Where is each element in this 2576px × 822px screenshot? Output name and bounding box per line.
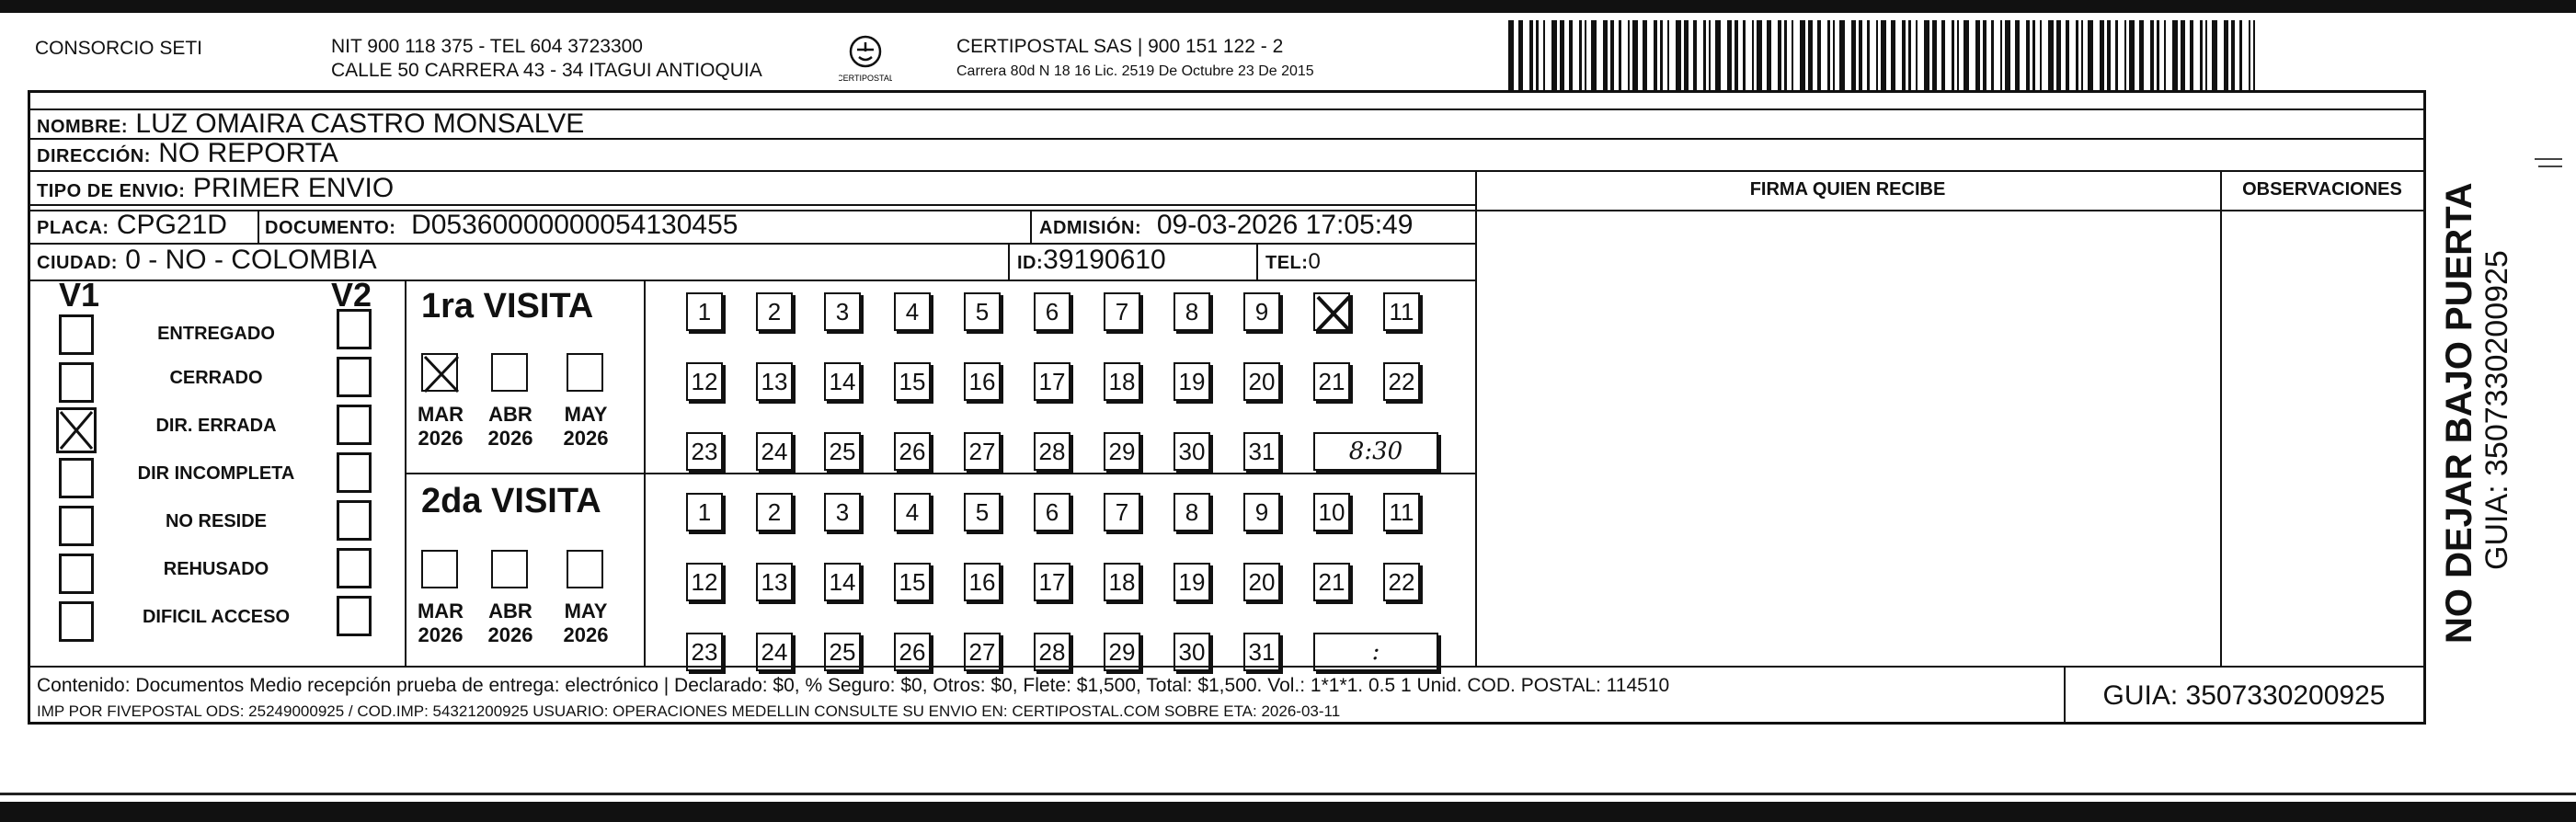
day-31-box[interactable]: 31 [1243,633,1280,671]
footer-content-line: Contenido: Documentos Medio recepción prueba de entrega: electrónico | Declarado: $0, % Seguro: $0, Otros: $0, Flete: $1,500, Total: $1,500. Vol.: 1*1*1. 0.5 1 Unid. COD. POSTAL: 114510 [37,675,1670,696]
observaciones-header: OBSERVACIONES [2242,179,2402,200]
rule [405,473,1475,474]
month-checkbox[interactable] [421,550,458,588]
day-25-box[interactable]: 25 [824,432,861,471]
tel-row [1265,245,1321,279]
day-19-box[interactable]: 19 [1174,563,1210,601]
month-checkbox[interactable] [567,550,603,588]
month-label [554,599,618,647]
month-name: ABR [488,403,532,426]
edge-mark [2538,166,2562,167]
day-9-box[interactable]: 9 [1243,493,1280,531]
documento-value: D05360000000054130455 [411,210,738,240]
day-18-box[interactable]: 18 [1104,563,1140,601]
day-17-box[interactable]: 17 [1034,563,1070,601]
month-label [408,599,473,647]
admision-label: ADMISIÓN: [1039,218,1142,238]
day-1-box[interactable]: 1 [686,493,723,531]
time-field[interactable]: : [1313,633,1438,671]
month-year: 2026 [418,623,464,646]
day-27-box[interactable]: 27 [964,432,1001,471]
v1-checkbox[interactable] [59,314,94,355]
status-label: ENTREGADO [157,324,275,344]
day-18-box[interactable]: 18 [1104,362,1140,401]
direccion-row [37,138,338,172]
day-28-box[interactable]: 28 [1034,633,1070,671]
ciudad-label: CIUDAD: [37,253,118,273]
carrier-license: Carrera 80d N 18 16 Lic. 2519 De Octubre 23 De 2015 [956,63,1314,79]
v2-checkbox[interactable] [337,548,372,588]
month-label [478,403,543,451]
day-23-box[interactable]: 23 [686,633,723,671]
month-name: MAR [417,403,464,426]
status-label: DIR INCOMPLETA [137,463,295,484]
day-10-box[interactable] [1313,292,1350,331]
day-20-box[interactable]: 20 [1243,362,1280,401]
ciudad-row [37,245,377,279]
barcode [1508,20,2255,90]
direccion-label: DIRECCIÓN: [37,146,151,166]
status-label: NO RESIDE [165,511,268,531]
day-17-box[interactable]: 17 [1034,362,1070,401]
day-22-box[interactable]: 22 [1383,362,1420,401]
day-31-box[interactable]: 31 [1243,432,1280,471]
nit-line: NIT 900 118 375 - TEL 604 3723300 [331,36,643,57]
logo-lettering: CERTIPOSTAL [839,74,892,83]
month-name: MAY [564,403,608,426]
day-27-box[interactable]: 27 [964,633,1001,671]
id-value: 39190610 [1043,245,1166,275]
day-29-box[interactable]: 29 [1104,432,1140,471]
nombre-value: LUZ OMAIRA CASTRO MONSALVE [135,108,585,139]
tipo-value: PRIMER ENVIO [192,173,395,203]
day-7-box[interactable]: 7 [1104,493,1140,531]
tipo-row [37,173,394,207]
day-12-box[interactable]: 12 [686,362,723,401]
month-year: 2026 [563,623,609,646]
month-year: 2026 [487,427,533,450]
placa-label: PLACA: [37,218,109,238]
firma-header: FIRMA QUIEN RECIBE [1749,179,1946,200]
admision-row [1039,210,1413,244]
footer-print-line: IMP POR FIVEPOSTAL ODS: 25249000925 / COD.IMP: 54321200925 USUARIO: OPERACIONES MEDELLIN CONSULTE SU ENVIO EN: CERTIPOSTAL.COM SOBRE ETA: 2026-03-11 [37,702,1341,720]
day-9-box[interactable]: 9 [1243,292,1280,331]
id-label: ID: [1017,253,1044,273]
day-14-box[interactable]: 14 [824,362,861,401]
day-24-box[interactable]: 24 [756,633,793,671]
day-12-box[interactable]: 12 [686,563,723,601]
month-name: ABR [488,599,532,622]
certipostal-logo [839,33,892,88]
day-4-box[interactable]: 4 [894,292,931,331]
v1-header: V1 [59,276,100,314]
status-label: REHUSADO [163,559,269,579]
v2-header: V2 [331,276,372,314]
side-guia-number: GUIA: 3507330200925 [2479,250,2514,570]
day-23-box[interactable]: 23 [686,432,723,471]
placa-row [37,210,227,244]
month-label [554,403,618,451]
day-19-box[interactable]: 19 [1174,362,1210,401]
v2-checkbox[interactable] [337,405,372,445]
month-name: MAR [417,599,464,622]
day-8-box[interactable]: 8 [1174,292,1210,331]
tipo-label: TIPO DE ENVIO: [37,181,186,201]
day-5-box[interactable]: 5 [964,493,1001,531]
bottom-rule [0,793,2576,795]
month-year: 2026 [418,427,464,450]
v1-checkbox[interactable] [59,554,94,594]
day-25-box[interactable]: 25 [824,633,861,671]
month-checkbox[interactable] [491,550,528,588]
day-21-box[interactable]: 21 [1313,563,1350,601]
day-15-box[interactable]: 15 [894,563,931,601]
status-label: CERRADO [169,368,263,388]
month-year: 2026 [563,427,609,450]
day-11-box[interactable]: 11 [1383,493,1420,531]
rule [1256,243,1258,280]
ciudad-value: 0 - NO - COLOMBIA [125,245,377,275]
rule [258,210,259,243]
day-13-box[interactable]: 13 [756,362,793,401]
month-name: MAY [564,599,608,622]
rule [29,170,2424,172]
day-22-box[interactable]: 22 [1383,563,1420,601]
tel-value: 0 [1308,249,1321,274]
admision-value: 09-03-2026 17:05:49 [1156,210,1414,240]
day-21-box[interactable]: 21 [1313,362,1350,401]
rule [1030,210,1032,243]
v1-checkbox[interactable] [59,458,94,498]
day-2-box[interactable]: 2 [756,493,793,531]
v1-checkbox[interactable] [59,362,94,403]
day-6-box[interactable]: 6 [1034,493,1070,531]
v1-checkbox[interactable] [59,601,94,642]
v1-checkbox[interactable] [59,410,94,451]
day-2-box[interactable]: 2 [756,292,793,331]
edge-mark [2535,158,2562,160]
day-16-box[interactable]: 16 [964,362,1001,401]
direccion-value: NO REPORTA [158,138,338,168]
documento-label: DOCUMENTO: [265,218,396,238]
day-24-box[interactable]: 24 [756,432,793,471]
v2-checkbox[interactable] [337,309,372,349]
day-11-box[interactable]: 11 [1383,292,1420,331]
day-4-box[interactable]: 4 [894,493,931,531]
day-5-box[interactable]: 5 [964,292,1001,331]
bottom-black-edge [0,802,2576,822]
status-label: DIR. ERRADA [155,416,277,436]
day-8-box[interactable]: 8 [1174,493,1210,531]
month-checkbox[interactable] [421,353,458,392]
rule [29,280,1475,281]
day-29-box[interactable]: 29 [1104,633,1140,671]
day-14-box[interactable]: 14 [824,563,861,601]
day-20-box[interactable]: 20 [1243,563,1280,601]
day-30-box[interactable]: 30 [1174,633,1210,671]
footer-guia-box: GUIA: 3507330200925 [2102,680,2386,711]
placa-value: CPG21D [116,210,227,240]
day-6-box[interactable]: 6 [1034,292,1070,331]
address-line: CALLE 50 CARRERA 43 - 34 ITAGUI ANTIOQUIA [331,60,762,81]
day-3-box[interactable]: 3 [824,292,861,331]
visit1-title: 1ra VISITA [421,287,594,325]
company-name: CONSORCIO SETI [35,38,203,59]
observations-area[interactable] [2222,211,2422,664]
v1-checkbox[interactable] [59,506,94,546]
month-checkbox[interactable] [567,353,603,392]
month-checkbox[interactable] [491,353,528,392]
documento-row [265,210,738,244]
day-26-box[interactable]: 26 [894,633,931,671]
day-10-box[interactable]: 10 [1313,493,1350,531]
signature-area[interactable] [1477,211,2218,664]
day-3-box[interactable]: 3 [824,493,861,531]
nombre-label: NOMBRE: [37,117,129,137]
status-label: DIFICIL ACCESO [142,607,290,627]
day-26-box[interactable]: 26 [894,432,931,471]
day-28-box[interactable]: 28 [1034,432,1070,471]
month-label [408,403,473,451]
day-13-box[interactable]: 13 [756,563,793,601]
v2-checkbox[interactable] [337,357,372,397]
v2-checkbox[interactable] [337,452,372,493]
month-label [478,599,543,647]
month-year: 2026 [487,623,533,646]
id-row [1017,245,1166,279]
day-15-box[interactable]: 15 [894,362,931,401]
day-7-box[interactable]: 7 [1104,292,1140,331]
top-black-edge [0,0,2576,13]
tel-label: TEL: [1265,253,1309,273]
day-30-box[interactable]: 30 [1174,432,1210,471]
visit2-title: 2da VISITA [421,482,601,520]
v2-checkbox[interactable] [337,596,372,636]
v2-checkbox[interactable] [337,500,372,541]
day-1-box[interactable]: 1 [686,292,723,331]
rule [1008,243,1010,280]
day-16-box[interactable]: 16 [964,563,1001,601]
time-field[interactable]: 8:30 [1313,432,1438,471]
carrier-line: CERTIPOSTAL SAS | 900 151 122 - 2 [956,36,1284,57]
do-not-leave-under-door-warning: NO DEJAR BAJO PUERTA [2439,182,2479,644]
